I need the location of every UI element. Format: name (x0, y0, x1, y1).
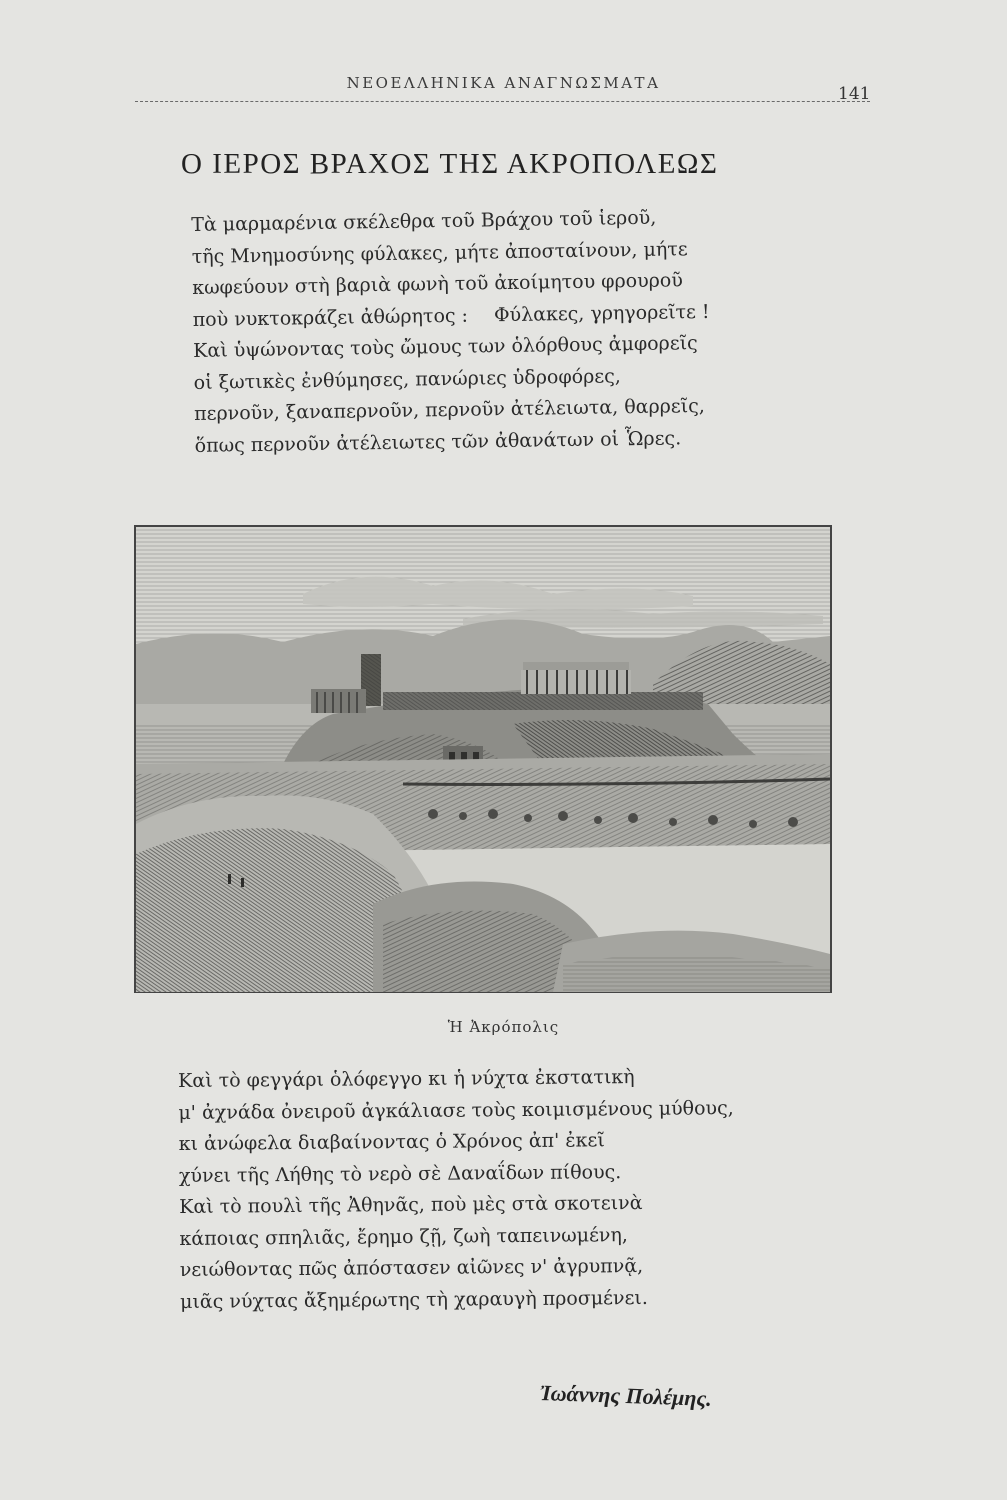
verse-line: Καὶ τὸ φεγγάρι ὁλόφεγγο κι ἡ νύχτα ἐκστατικὴ (178, 1066, 635, 1092)
verse-line: Καὶ τὸ πουλὶ τῆς Ἀθηνᾶς, ποὺ μὲς στὰ σκοτεινὰ (179, 1191, 643, 1218)
verse-line: κι ἀνώφελα διαβαίνοντας ὁ Χρόνος ἀπ' ἐκεῖ (178, 1129, 605, 1155)
stanza-2 (178, 1061, 736, 1318)
verse-line-part: ποὺ νυκτοκράζει ἀθώρητος : (192, 304, 469, 331)
verse-line: Τὰ μαρμαρένια σκέλεθρα τοῦ Βράχου τοῦ ἱεροῦ, (191, 206, 657, 236)
page-number: 141 (838, 84, 871, 104)
verse-line: κωφεύουν στὴ βαριὰ φωνὴ τοῦ ἀκοίμητου φρουροῦ (192, 269, 683, 299)
verse-line: ὅπως περνοῦν ἀτέλειωτες τῶν ἀθανάτων οἱ Ὧρες. (194, 426, 682, 457)
verse-line: περνοῦν, ξαναπερνοῦν, περνοῦν ἀτέλειωτα, θαρρεῖς, (194, 394, 705, 425)
verse-line: χύνει τῆς Λήθης τὸ νερὸ σὲ Δαναΐδων πίθους. (178, 1160, 622, 1187)
stanza-1 (191, 202, 712, 462)
verse-line: νειώθοντας πῶς ἀπόστασεν αἰῶνες ν' ἀγρυπνᾷ, (179, 1254, 644, 1281)
verse-line-part: Φύλακες, γρηγορεῖτε ! (493, 300, 710, 326)
verse-line: μιᾶς νύχτας ἄξημέρωτης τὴ χαραυγὴ προσμένει. (179, 1286, 648, 1313)
verse-line: οἱ ξωτικὲς ἐνθύμησες, πανώριες ὑδροφόρες, (193, 364, 621, 394)
running-title: ΝΕΟΕΛΛΗΝΙΚΑ ΑΝΑΓΝΩΣΜΑΤΑ (346, 74, 661, 92)
poem-title: Ο ΙΕΡΟΣ ΒΡΑΧΟΣ ΤΗΣ ΑΚΡΟΠΟΛΕΩΣ (181, 148, 719, 180)
verse-line: μ' ἀχνάδα ὀνειροῦ ἀγκάλιασε τοὺς κοιμισμένους μύθους, (178, 1096, 734, 1124)
acropolis-engraving (133, 524, 833, 994)
header-rule (135, 101, 870, 102)
verse-line: κάποιας σπηλιᾶς, ἔρημο ζῇ, ζωὴ ταπεινωμένη, (179, 1223, 628, 1250)
engraving-illustration (133, 524, 833, 994)
author-signature: Ἰωάννης Πολέμης. (539, 1380, 713, 1411)
verse-line: τῆς Μνημοσύνης φύλακες, μήτε ἀποσταίνουν, μήτε (191, 237, 688, 268)
verse-line: Καὶ ὑψώνοντας τοὺς ὤμους των ὁλόρθους ἀμφορεῖς (193, 332, 698, 362)
figure-caption: Ἡ Ἀκρόπολις (447, 1018, 560, 1036)
